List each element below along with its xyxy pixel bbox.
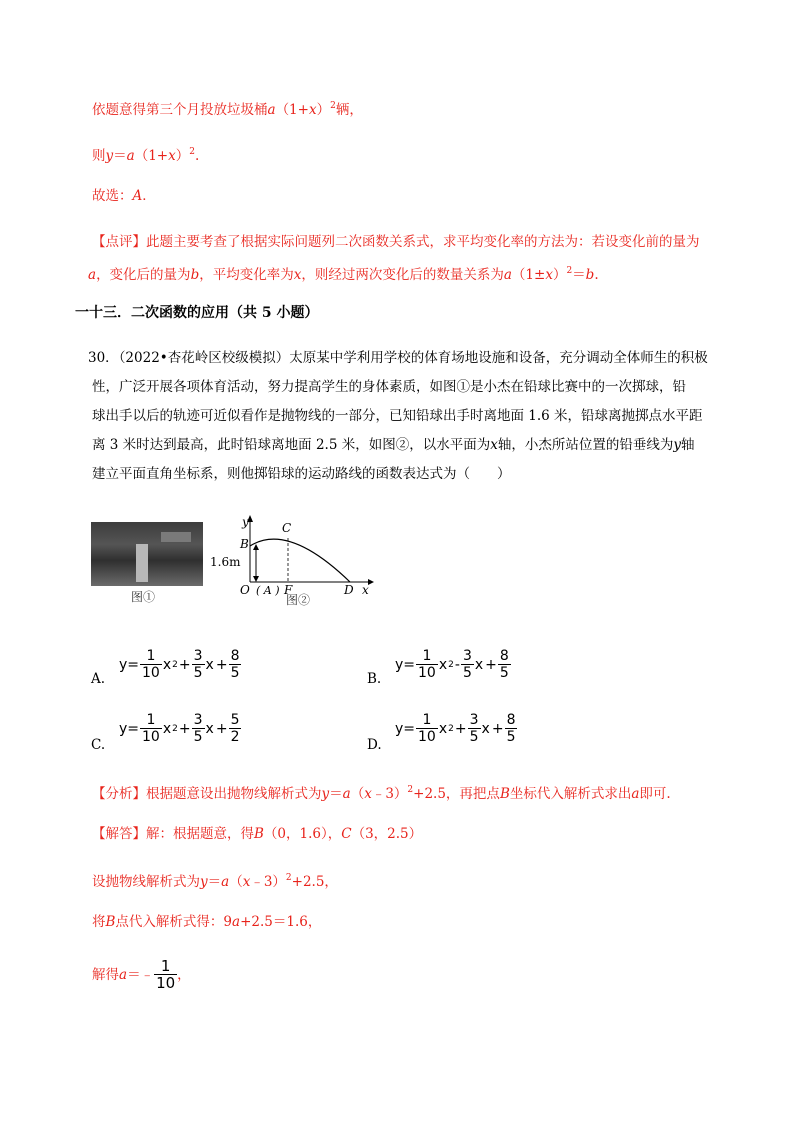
numerator: 3 [469, 712, 479, 728]
question-number: 30． [88, 350, 119, 366]
question-source: （2022•杏花岭区校级模拟） [118, 350, 290, 366]
text: ＝ [113, 148, 127, 164]
comment-label: 【点评】 [92, 234, 146, 250]
fraction [229, 712, 242, 745]
denominator: 5 [193, 729, 203, 745]
label-height: 1.6m [210, 555, 241, 569]
var-b: b [585, 267, 595, 283]
option-C-formula[interactable] [118, 712, 241, 745]
text: ，平均变化率为 [199, 267, 294, 283]
denominator: 10 [142, 729, 160, 745]
text: ， [177, 966, 191, 983]
text: 依题意得第三个月投放垃圾桶 [92, 102, 268, 118]
exponent: 2 [285, 873, 292, 883]
var-b: b [190, 267, 200, 283]
text: 球出手以后的轨迹可近似看作是抛物线的一部分，已知铅球出手时离地面 1.6 米，铅球离抛掷点水平距 [92, 408, 703, 424]
numerator: 1 [154, 958, 177, 975]
solution-line-3 [92, 912, 321, 932]
var-x: x [168, 148, 176, 164]
text: ＝ [329, 786, 343, 802]
text: 轴 [681, 437, 695, 453]
height-arrow-down [253, 576, 259, 582]
text: ﹣3） [371, 786, 408, 802]
solution-line-1 [92, 824, 422, 844]
var-a: a [88, 267, 97, 283]
text: 即可. [639, 786, 671, 802]
fraction [461, 648, 474, 681]
numerator: 1 [140, 648, 162, 665]
exponent: 2 [189, 147, 195, 157]
exponent: 2 [407, 785, 414, 795]
numerator: 8 [499, 648, 509, 664]
section-title: 一十三．二次函数的应用（共 5 小题） [75, 305, 319, 321]
label-y: y [242, 515, 249, 529]
numerator: 8 [230, 648, 240, 664]
question-30 [88, 344, 720, 489]
text: y= [119, 720, 140, 737]
figure-2-caption: 图② [286, 593, 311, 607]
text: x [162, 720, 172, 737]
parabola-curve [250, 539, 350, 582]
option-C-label[interactable]: C. [91, 737, 106, 753]
var-x: x [545, 267, 553, 283]
photo-detail [136, 544, 148, 582]
var-A: A [132, 188, 143, 204]
text: y= [395, 656, 416, 673]
solution-label: 【解答】 [92, 826, 146, 842]
text: 建立平面直角坐标系，则他掷铅球的运动路线的函数表达式为（ ） [92, 466, 511, 482]
text: 解得 [92, 966, 119, 983]
fraction [192, 648, 205, 681]
prev-solution-line-3 [92, 186, 156, 206]
option-B-formula[interactable] [394, 648, 511, 681]
text: + [178, 656, 191, 673]
denominator: 5 [230, 665, 240, 681]
text: 轴，小杰所站位置的铅垂线为 [497, 437, 674, 453]
numerator: 8 [506, 712, 516, 728]
option-B-label[interactable]: B. [367, 671, 382, 687]
prev-solution-line-2 [92, 142, 199, 166]
text: ﹣3） [250, 874, 286, 890]
fraction [140, 712, 162, 745]
label-x: x [362, 583, 369, 597]
text: - [454, 656, 460, 673]
numerator: 1 [140, 712, 162, 729]
denominator: 10 [142, 665, 160, 681]
var-B: B [105, 914, 116, 930]
denominator: 10 [156, 974, 176, 992]
var-a: a [267, 102, 276, 118]
var-B: B [499, 786, 510, 802]
denominator: 5 [193, 665, 203, 681]
x-axis-arrow [368, 579, 374, 585]
var-x: x [293, 267, 302, 283]
text: ） [552, 267, 567, 283]
option-A-label[interactable]: A. [91, 671, 106, 687]
analysis-line [92, 780, 671, 804]
fraction [229, 648, 242, 681]
text: 解：根据题意，得 [146, 826, 254, 842]
text: + [485, 656, 497, 673]
var-a: a [503, 267, 512, 283]
denominator: 5 [499, 665, 509, 681]
text: ，变化后的量为 [96, 267, 191, 283]
question-line-5 [88, 460, 720, 489]
numerator: 1 [416, 648, 438, 665]
text: x [438, 656, 448, 673]
numerator: 3 [193, 648, 203, 664]
text: 将 [92, 914, 106, 930]
text: ． [142, 188, 156, 204]
analysis-label: 【分析】 [92, 786, 146, 802]
height-arrow-up [253, 544, 259, 550]
question-line-1 [88, 344, 720, 373]
text: 此题主要考查了根据实际问题列二次函数关系式，求平均变化率的方法为：若设变化前的量为 [146, 234, 700, 250]
fraction [505, 712, 518, 745]
text: 辆， [335, 102, 363, 118]
var-a: a [342, 786, 351, 802]
text: 太原某中学利用学校的体育场地设施和设备，充分调动全体师生的积极 [289, 350, 708, 366]
prev-solution-line-1 [92, 96, 363, 120]
text: ，则经过两次变化后的数量关系为 [301, 267, 504, 283]
figure-1-caption: 图① [131, 590, 156, 604]
label-F: F [284, 583, 293, 597]
text: . [594, 267, 599, 283]
shot-put-photo [91, 522, 203, 586]
exponent: 2 [448, 659, 454, 670]
fraction [468, 712, 481, 745]
denominator: 5 [469, 729, 479, 745]
exponent: 2 [330, 101, 336, 111]
var-B: B [254, 826, 264, 842]
text: 设抛物线解析式为 [92, 874, 200, 890]
fraction [416, 712, 438, 745]
var-y: y [321, 786, 330, 802]
question-line-2 [88, 373, 720, 402]
text: + [178, 720, 191, 737]
text: 根据题意设出抛物线解析式为 [146, 786, 322, 802]
fraction [192, 712, 205, 745]
label-B: B [240, 537, 249, 551]
solution-line-2 [92, 868, 338, 892]
label-O: O [240, 583, 250, 597]
photo-detail [161, 532, 191, 542]
text: x [438, 720, 448, 737]
denominator: 2 [230, 729, 240, 745]
text: x [481, 720, 490, 737]
text: ＝﹣ [127, 966, 155, 983]
label-C: C [282, 521, 292, 535]
numerator: 5 [230, 712, 240, 728]
option-D-formula[interactable] [394, 712, 517, 745]
label-D: D [344, 583, 354, 597]
text: x [205, 656, 214, 673]
text: +2.5， [291, 874, 338, 890]
var-y: y [673, 437, 681, 453]
denominator: 5 [462, 665, 472, 681]
text: 离 3 米时达到最高，此时铅球离地面 2.5 米，如图②，以水平面为 [92, 437, 491, 453]
text: ） [316, 102, 331, 118]
fraction [140, 648, 162, 681]
text: +2.5，再把点 [413, 786, 500, 802]
var-a: a [119, 966, 128, 983]
text: （1± [511, 267, 546, 283]
denominator: 10 [418, 729, 436, 745]
var-x: x [242, 874, 251, 890]
exponent: 2 [448, 723, 454, 734]
comment-line-2 [88, 261, 599, 285]
question-line-4 [88, 431, 720, 460]
var-a: a [631, 786, 640, 802]
var-x: x [308, 102, 317, 118]
text: （ [229, 874, 243, 890]
fraction [154, 958, 177, 991]
text: + [491, 720, 504, 737]
text: + [215, 656, 228, 673]
solution-line-4 [92, 958, 191, 991]
denominator: 10 [418, 665, 436, 681]
text: 则 [92, 148, 106, 164]
text: （ [350, 786, 365, 802]
option-D-label[interactable]: D. [367, 737, 382, 753]
var-a: a [126, 148, 135, 164]
text: 故选： [92, 188, 133, 204]
text: x [162, 656, 172, 673]
text: （3，2.5） [351, 826, 423, 842]
text: x [474, 656, 484, 673]
comment-line-1 [92, 232, 700, 252]
option-A-formula[interactable] [118, 648, 241, 681]
text: + [454, 720, 467, 737]
text: ＝ [207, 874, 222, 890]
fraction [416, 648, 438, 681]
text: ＝ [572, 267, 586, 283]
text: （1+ [134, 148, 169, 164]
text: + [215, 720, 228, 737]
exponent: 2 [172, 659, 178, 670]
exponent: 2 [172, 723, 178, 734]
text: x [205, 720, 214, 737]
text: y= [119, 656, 140, 673]
label-A: ( A ) [256, 584, 280, 597]
fraction [498, 648, 511, 681]
text: （1+ [275, 102, 309, 118]
var-C: C [341, 826, 352, 842]
text: +2.5＝1.6， [240, 914, 322, 930]
var-y: y [200, 874, 208, 890]
text: . [194, 148, 200, 164]
numerator: 1 [416, 712, 438, 729]
var-x: x [490, 437, 498, 453]
text: （0，1.6）， [263, 826, 342, 842]
var-y: y [105, 148, 114, 164]
question-line-3 [88, 402, 720, 431]
text: y= [395, 720, 416, 737]
text: 性，广泛开展各项体育活动，努力提高学生的身体素质，如图①是小杰在铅球比赛中的一次掷球，铅 [92, 379, 686, 395]
denominator: 5 [506, 729, 516, 745]
var-a: a [232, 914, 241, 930]
var-a: a [221, 874, 230, 890]
text: 坐标代入解析式求出 [509, 786, 632, 802]
text: 点代入解析式得：9 [115, 914, 233, 930]
exponent: 2 [566, 266, 573, 276]
text: ） [175, 148, 190, 164]
numerator: 3 [462, 648, 472, 664]
var-x: x [364, 786, 372, 802]
numerator: 3 [193, 712, 203, 728]
